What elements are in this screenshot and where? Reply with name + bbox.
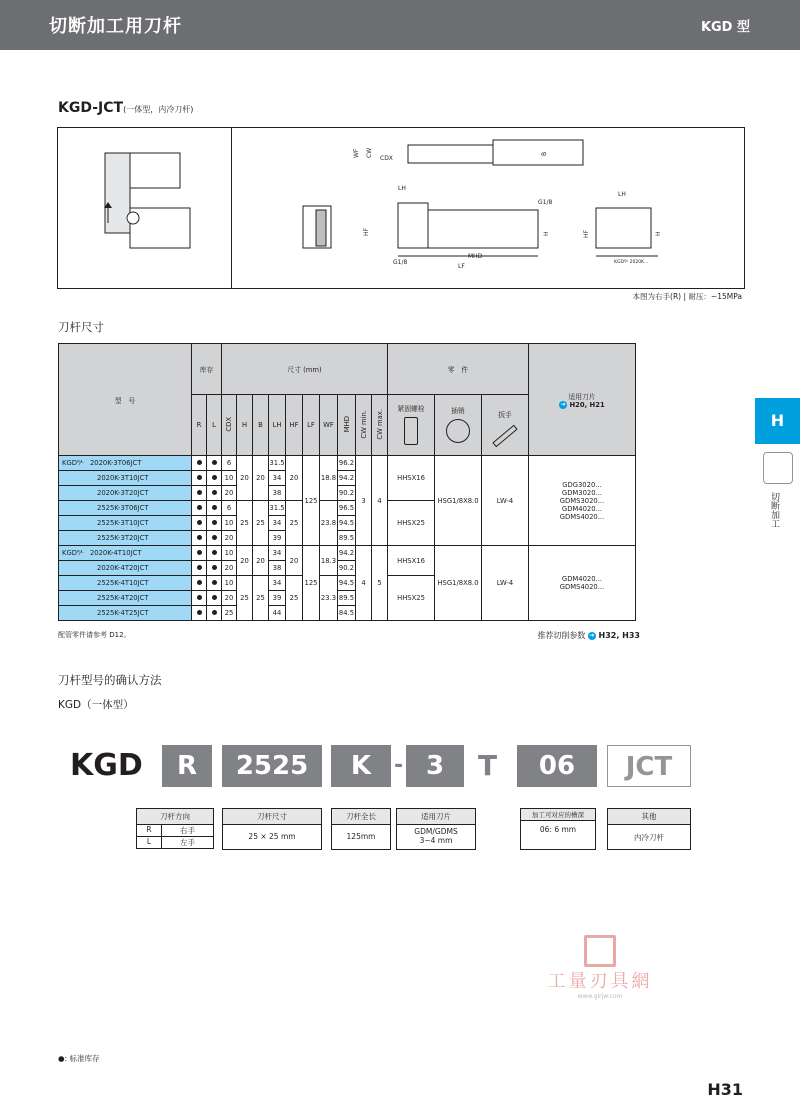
code-dash: - bbox=[394, 753, 404, 778]
label-h: H bbox=[543, 231, 550, 236]
label-mhd: MHD bbox=[468, 253, 483, 260]
header-title: 切断加工用刀杆 bbox=[49, 16, 182, 37]
table-row: 2525K-4T20JCT 20 39 89.5 bbox=[59, 591, 636, 606]
table-title: 刀杆尺寸 bbox=[58, 320, 104, 334]
legend-direction: 刀杆方向 R 右手 L 左手 bbox=[136, 808, 214, 849]
code-other: JCT bbox=[607, 745, 691, 787]
legend-insert: 适用刀片 GDM/GDMS 3~4 mm bbox=[396, 808, 476, 850]
label-h-2: H bbox=[655, 231, 662, 236]
label-g18-top: G1/8 bbox=[538, 199, 553, 206]
page-header bbox=[0, 0, 800, 50]
method-title: 刀杆型号的确认方法 bbox=[58, 673, 162, 687]
table-row: 2020K-3T20JCT 20 38 90.2 bbox=[59, 486, 636, 501]
screw-icon bbox=[404, 417, 418, 445]
table-row: 2525K-4T25JCT 25 44 84.5 bbox=[59, 606, 636, 621]
label-cdx: CDX bbox=[380, 155, 393, 162]
method-subtitle: KGD（一体型） bbox=[58, 699, 134, 711]
foot-note-left: 配管零件请参考 D12。 bbox=[58, 631, 131, 639]
page-number: H31 bbox=[707, 1080, 743, 1099]
insert-list-1: GDG3020... GDM3020... GDMS3020... GDM4020... GDMS4020... bbox=[529, 456, 636, 546]
legend-length: 刀杆全长 125mm bbox=[331, 808, 391, 850]
diagram-note: 本图为右手(R) | 耐压：~15MPa bbox=[632, 292, 742, 301]
table-row: 2020K-4T20JCT 20 38 90.2 bbox=[59, 561, 636, 576]
code-prefix: KGD bbox=[70, 748, 143, 783]
spec-table: 型 号 库存 尺寸 (mm) 零 件 适用刀片 ➜ H20, H21 R L CDX H B LH HF LF WF MHD CW min. CW max. 紧固螺栓 插销 扳手 KGDᴿ⁄ᴸ 2020K-3T06JCT 6 20 20 31.5 20 125 18.8 96.2 3 4 HHSX16 HSG1/8X8.0 LW-4 GDG3020... GDM3020... GDMS3020... GDM4020... GDMS4020... 2020K-3T10JCT 10 34 94.2 2020K-3T20JCT 20 38 90.2 2525K-3T06JCT 6 25 25 31.5 25 23.8 96.5 HHSX25 2525K-3T10JCT 10 34 94.5 2525K-3T20JCT 20 39 89.5 KGDᴿ⁄ᴸ 2020K-4T10JCT 10 20 20 34 20 125 18.3 94.2 4 5 HHSX16 HSG1/8X8.0 LW-4 GDM4020... GDMS4020... 2020K-4T20JCT 20 38 90.2 2525K-4T10JCT 10 25 25 34 25 23.3 94.5 HHSX25 2525K-4T20JCT 20 39 89.5 2525K-4T25JCT 25 44 84.5 bbox=[58, 343, 636, 621]
ref-arrow-icon: ➜ bbox=[560, 400, 566, 408]
code-length: K bbox=[331, 745, 391, 787]
header-type: KGD 型 bbox=[700, 20, 750, 35]
label-cw: CW bbox=[366, 147, 373, 158]
legend-other: 其他 内冷刀杆 bbox=[607, 808, 691, 850]
th-model: 型 号 bbox=[59, 344, 192, 456]
side-tab-label: 切断加工 bbox=[769, 492, 779, 528]
table-row: 2020K-3T10JCT 10 34 94.2 bbox=[59, 471, 636, 486]
th-dims: 尺寸 (mm) bbox=[222, 344, 388, 395]
label-hf: HF bbox=[363, 228, 370, 236]
label-lh-2: LH bbox=[618, 191, 626, 198]
code-direction: R bbox=[162, 745, 212, 787]
label-kgd-model: KGDᴿ⁄ᴸ 2020K... bbox=[614, 260, 649, 265]
section-title: KGD-JCT(一体型，内冷刀杆) bbox=[58, 100, 194, 116]
label-hf-2: HF bbox=[583, 230, 590, 238]
code-depth: 06 bbox=[517, 745, 597, 787]
legend-depth: 加工可对应的槽深 06: 6 mm bbox=[520, 808, 596, 850]
code-insert: 3 bbox=[406, 745, 464, 787]
table-row: 2525K-4T10JCT 10 25 25 34 25 23.3 94.5 HHSX25 bbox=[59, 576, 636, 591]
label-lf: LF bbox=[458, 263, 465, 270]
watermark-logo-icon bbox=[584, 935, 616, 967]
watermark: 工量刃具網 www.glrjw.com bbox=[520, 935, 680, 1000]
stock-legend: ●: 标准库存 bbox=[58, 1054, 100, 1063]
th-insert: 适用刀片 ➜ H20, H21 bbox=[529, 344, 636, 456]
foot-note-right: 推荐切削参数 ➜ H32, H33 bbox=[537, 631, 640, 640]
label-wf: WF bbox=[353, 148, 360, 158]
table-row: 2525K-3T06JCT 6 25 25 31.5 25 23.8 96.5 HHSX25 bbox=[59, 501, 636, 516]
table-row: KGDᴿ⁄ᴸ 2020K-4T10JCT 10 20 20 34 20 125 18.3 94.2 4 5 HHSX16 HSG1/8X8.0 LW-4 GDM4020... GDMS4020... bbox=[59, 546, 636, 561]
insert-list-2: GDM4020... GDMS4020... bbox=[529, 546, 636, 621]
code-t: T bbox=[478, 749, 498, 782]
code-size: 2525 bbox=[222, 745, 322, 787]
tool-diagram bbox=[57, 127, 745, 289]
wrench-icon bbox=[492, 425, 517, 448]
label-g18-bottom: G1/8 bbox=[393, 259, 408, 266]
table-row: KGDᴿ⁄ᴸ 2020K-3T06JCT 6 20 20 31.5 20 125 18.8 96.2 3 4 HHSX16 HSG1/8X8.0 LW-4 GDG3020... GDM3020... GDMS3020... GDM4020... GDMS4020... bbox=[59, 456, 636, 471]
table-row: 2525K-3T20JCT 20 39 89.5 bbox=[59, 531, 636, 546]
label-lh: LH bbox=[398, 185, 406, 192]
ref-arrow-icon: ➜ bbox=[589, 631, 595, 639]
plug-icon bbox=[446, 419, 470, 443]
label-b: B bbox=[541, 151, 548, 156]
side-tab-h[interactable]: H bbox=[755, 398, 800, 444]
th-parts: 零 件 bbox=[388, 344, 529, 395]
diagram-drawing bbox=[58, 128, 744, 288]
legend-size: 刀杆尺寸 25 × 25 mm bbox=[222, 808, 322, 850]
table-row: 2525K-3T10JCT 10 34 94.5 bbox=[59, 516, 636, 531]
th-stock: 库存 bbox=[192, 344, 222, 395]
cutoff-tool-icon bbox=[763, 452, 793, 484]
